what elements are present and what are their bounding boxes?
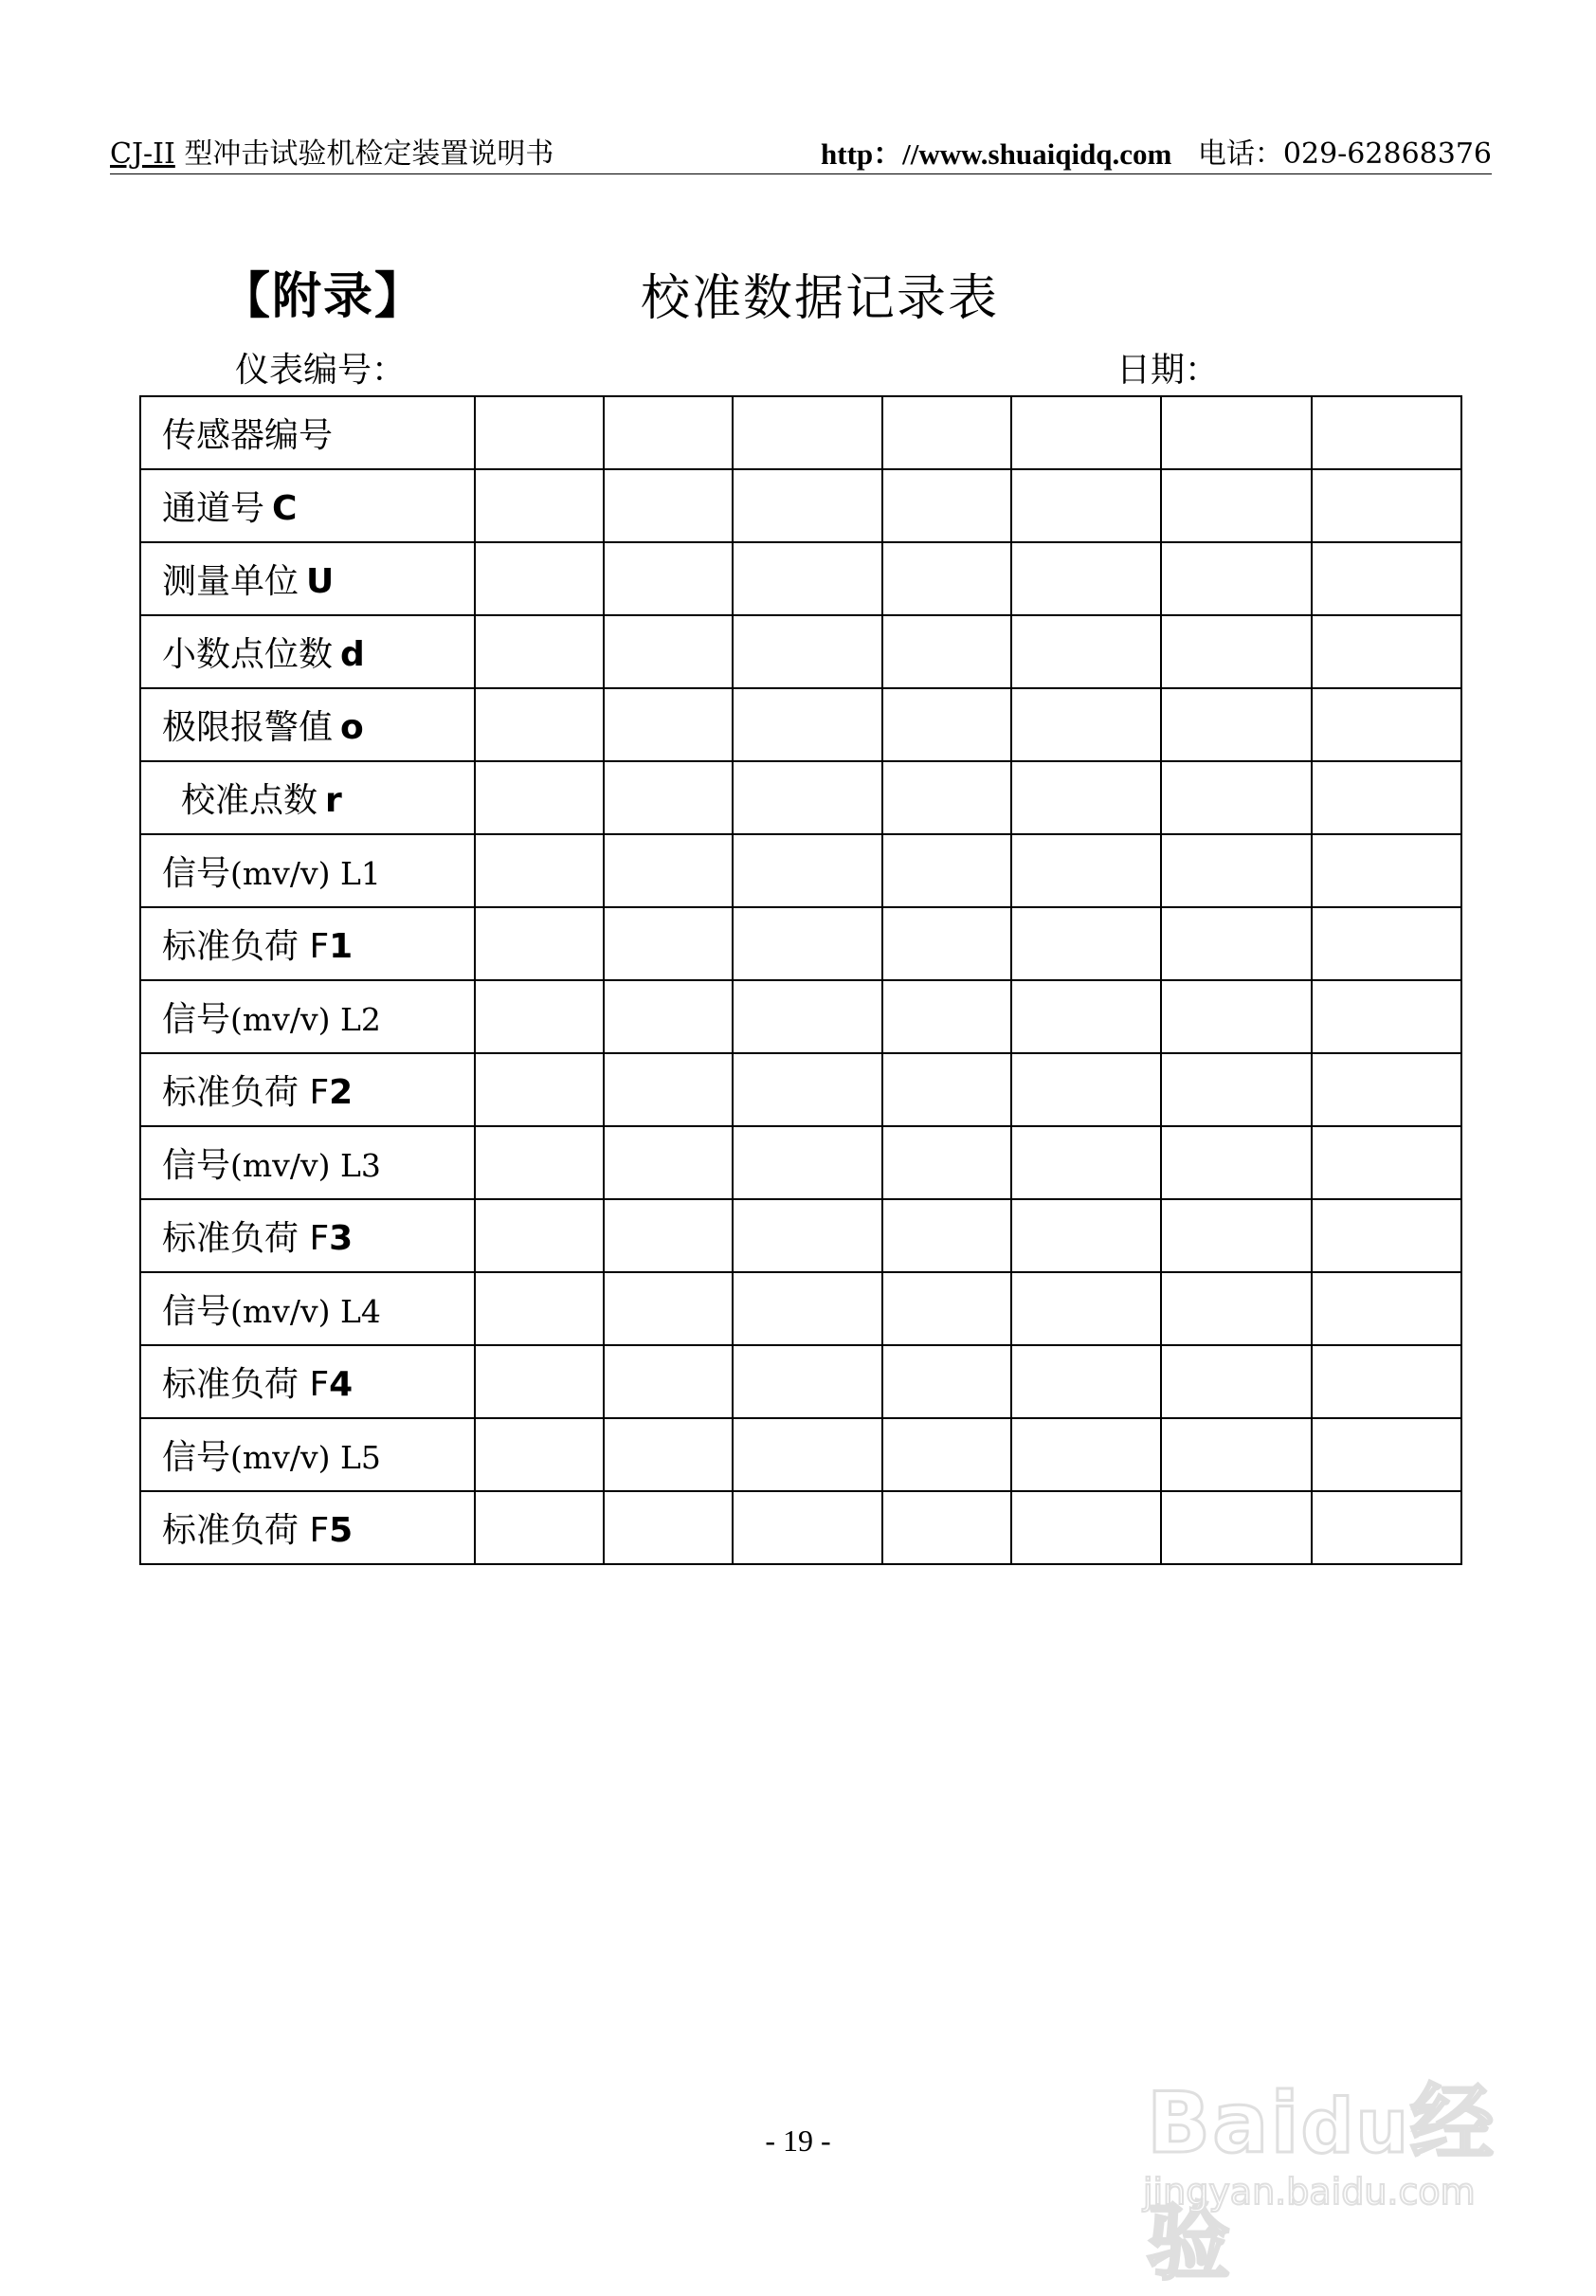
data-cell[interactable] [1161,396,1312,469]
data-cell[interactable] [604,1272,733,1345]
data-cell[interactable] [1312,615,1461,688]
data-cell[interactable] [1161,542,1312,615]
table-row [140,615,1461,688]
row-label-text: 标准负荷 F [162,1365,330,1404]
row-label-text: 标准负荷 F [162,1219,330,1258]
data-cell[interactable] [1312,761,1461,834]
row-label [140,396,475,469]
data-cell[interactable] [1011,907,1161,980]
data-cell[interactable] [1312,396,1461,469]
data-cell[interactable] [1312,980,1461,1053]
data-cell[interactable] [604,834,733,907]
row-label [140,1272,475,1345]
row-label-text: 信号 [162,1000,231,1039]
data-cell[interactable] [604,1418,733,1491]
data-cell[interactable] [733,1345,882,1418]
row-label-text: 信号 [162,1146,231,1185]
row-label [140,1126,475,1199]
data-cell[interactable] [882,1272,1011,1345]
data-cell[interactable] [1312,1199,1461,1272]
row-label [140,1491,475,1564]
data-cell[interactable] [1312,1126,1461,1199]
data-cell[interactable] [882,688,1011,761]
table-row [140,907,1461,980]
row-label-text: 信号 [162,1438,231,1477]
data-cell[interactable] [733,1418,882,1491]
page-title: 校准数据记录表 [641,270,1000,327]
row-label-code: (mv/v) L1 [230,855,381,892]
row-label-code: r [325,781,342,820]
data-cell[interactable] [882,1345,1011,1418]
row-label [140,980,475,1053]
row-label-code: d [340,635,365,674]
table-row [140,761,1461,834]
data-cell[interactable] [1011,1418,1161,1491]
data-cell[interactable] [733,980,882,1053]
table-row [140,1053,1461,1126]
data-cell[interactable] [1161,1345,1312,1418]
data-cell[interactable] [882,1491,1011,1564]
header-url: http：//www.shuaiqidq.com [821,137,1172,171]
data-cell[interactable] [733,761,882,834]
table-row [140,396,1461,469]
data-cell[interactable] [733,1053,882,1126]
table-row [140,469,1461,542]
data-cell[interactable] [475,1053,604,1126]
data-cell[interactable] [475,469,604,542]
data-cell[interactable] [1312,1345,1461,1418]
table-row [140,1272,1461,1345]
row-label-text: 信号 [162,1292,231,1331]
data-cell[interactable] [1161,615,1312,688]
row-label-code: (mv/v) L5 [230,1439,381,1476]
table-row [140,542,1461,615]
data-cell[interactable] [604,907,733,980]
data-cell[interactable] [604,1199,733,1272]
page-number: - 19 - [765,2123,831,2158]
data-cell[interactable] [604,1491,733,1564]
watermark-logo: Baidu经验 [1147,2074,1496,2291]
row-label-code: (mv/v) L4 [230,1293,381,1330]
data-cell[interactable] [475,907,604,980]
data-cell[interactable] [1161,688,1312,761]
table-row [140,1418,1461,1491]
row-label [140,907,475,980]
table-row [140,688,1461,761]
baidu-watermark [1128,2029,1507,2291]
header-model: CJ-II [110,137,175,171]
data-cell[interactable] [733,542,882,615]
row-label-text: 传感器编号 [162,416,334,455]
row-label [140,688,475,761]
data-cell[interactable] [882,542,1011,615]
data-cell[interactable] [604,1345,733,1418]
data-cell[interactable] [1161,1491,1312,1564]
data-cell[interactable] [475,834,604,907]
header-phone: 电话：029-62868376 [1197,137,1492,171]
table-body [140,396,1461,1564]
table-row [140,1126,1461,1199]
row-label-text: 通道号 [162,489,265,528]
row-label-text: 小数点位数 [162,635,334,674]
row-label-code: 5 [329,1511,354,1550]
data-cell[interactable] [475,1272,604,1345]
row-label-text: 校准点数 [181,781,318,820]
row-label-text: 标准负荷 F [162,927,330,966]
data-cell[interactable] [733,615,882,688]
data-cell[interactable] [1011,1491,1161,1564]
data-cell[interactable] [882,980,1011,1053]
data-cell[interactable] [1011,834,1161,907]
row-label [140,469,475,542]
table-row [140,1491,1461,1564]
data-cell[interactable] [1011,1126,1161,1199]
data-cell[interactable] [1161,1272,1312,1345]
data-cell[interactable] [882,1418,1011,1491]
data-cell[interactable] [882,615,1011,688]
data-cell[interactable] [1161,1126,1312,1199]
data-cell[interactable] [1312,1418,1461,1491]
row-label-code: 1 [329,927,354,966]
data-cell[interactable] [604,542,733,615]
data-cell[interactable] [1312,1272,1461,1345]
data-cell[interactable] [882,1053,1011,1126]
data-cell[interactable] [882,469,1011,542]
data-cell[interactable] [1161,1053,1312,1126]
row-label-text: 标准负荷 F [162,1511,330,1550]
data-cell[interactable] [1312,1491,1461,1564]
data-cell[interactable] [604,980,733,1053]
data-cell[interactable] [1011,1199,1161,1272]
data-cell[interactable] [604,688,733,761]
data-cell[interactable] [1011,542,1161,615]
data-cell[interactable] [475,1418,604,1491]
row-label-code: 4 [329,1365,354,1404]
row-label-code: o [340,708,364,747]
appendix-tag: 【附录】 [221,268,426,325]
data-cell[interactable] [475,761,604,834]
data-cell[interactable] [1161,761,1312,834]
row-label [140,1418,475,1491]
data-cell[interactable] [733,1491,882,1564]
data-cell[interactable] [733,1272,882,1345]
data-cell[interactable] [604,1053,733,1126]
data-cell[interactable] [475,1491,604,1564]
data-cell[interactable] [604,761,733,834]
data-cell[interactable] [1011,1053,1161,1126]
row-label-code: C [272,489,298,528]
row-label [140,834,475,907]
row-label-code: 3 [329,1219,354,1258]
data-cell[interactable] [1011,615,1161,688]
data-cell[interactable] [882,834,1011,907]
data-cell[interactable] [882,396,1011,469]
data-cell[interactable] [475,542,604,615]
data-cell[interactable] [1312,542,1461,615]
row-label [140,1345,475,1418]
row-label-text: 信号 [162,854,231,893]
data-cell[interactable] [475,688,604,761]
data-cell[interactable] [475,980,604,1053]
calibration-data-table [139,395,1462,1565]
table-row [140,834,1461,907]
data-cell[interactable] [604,469,733,542]
data-cell[interactable] [1161,1418,1312,1491]
header-document-title [110,136,553,173]
row-label [140,615,475,688]
table-row [140,980,1461,1053]
row-label [140,1199,475,1272]
data-cell[interactable] [882,761,1011,834]
data-cell[interactable] [1161,469,1312,542]
row-label [140,542,475,615]
row-label-code: U [306,562,335,601]
data-cell[interactable] [1011,1272,1161,1345]
data-cell[interactable] [1011,1345,1161,1418]
data-cell[interactable] [1312,834,1461,907]
data-cell[interactable] [882,1126,1011,1199]
header-title-text: 型冲击试验机检定装置说明书 [174,137,554,171]
data-cell[interactable] [475,1199,604,1272]
table-row [140,1345,1461,1418]
data-cell[interactable] [604,396,733,469]
data-cell[interactable] [733,688,882,761]
date-label: 日期： [1116,351,1220,390]
data-cell[interactable] [1161,980,1312,1053]
data-cell[interactable] [882,1199,1011,1272]
data-cell[interactable] [733,396,882,469]
row-label-text: 标准负荷 F [162,1073,330,1112]
data-cell[interactable] [1011,688,1161,761]
data-cell[interactable] [882,907,1011,980]
row-label-text: 测量单位 [162,562,299,601]
table-row [140,1199,1461,1272]
data-cell[interactable] [1161,1199,1312,1272]
data-cell[interactable] [604,615,733,688]
data-cell[interactable] [1312,1053,1461,1126]
data-cell[interactable] [1011,980,1161,1053]
row-label-code: (mv/v) L2 [230,1001,381,1038]
data-cell[interactable] [1312,469,1461,542]
data-cell[interactable] [733,469,882,542]
data-cell[interactable] [604,1126,733,1199]
row-label [140,761,475,834]
data-cell[interactable] [733,1199,882,1272]
data-cell[interactable] [1011,469,1161,542]
watermark-site: jingyan.baidu.com [1143,2171,1476,2213]
data-cell[interactable] [1161,834,1312,907]
row-label-text: 极限报警值 [162,708,334,747]
data-cell[interactable] [733,834,882,907]
data-cell[interactable] [1161,907,1312,980]
page-header [110,136,1492,174]
data-cell[interactable] [1011,761,1161,834]
data-cell[interactable] [475,615,604,688]
data-cell[interactable] [1312,907,1461,980]
data-cell[interactable] [475,1345,604,1418]
data-cell[interactable] [1011,396,1161,469]
data-cell[interactable] [1312,688,1461,761]
data-cell[interactable] [733,907,882,980]
data-cell[interactable] [733,1126,882,1199]
row-label [140,1053,475,1126]
data-cell[interactable] [475,1126,604,1199]
row-label-code: 2 [329,1073,354,1112]
row-label-code: (mv/v) L3 [230,1147,381,1184]
data-cell[interactable] [475,396,604,469]
instrument-number-label: 仪表编号： [235,351,407,390]
